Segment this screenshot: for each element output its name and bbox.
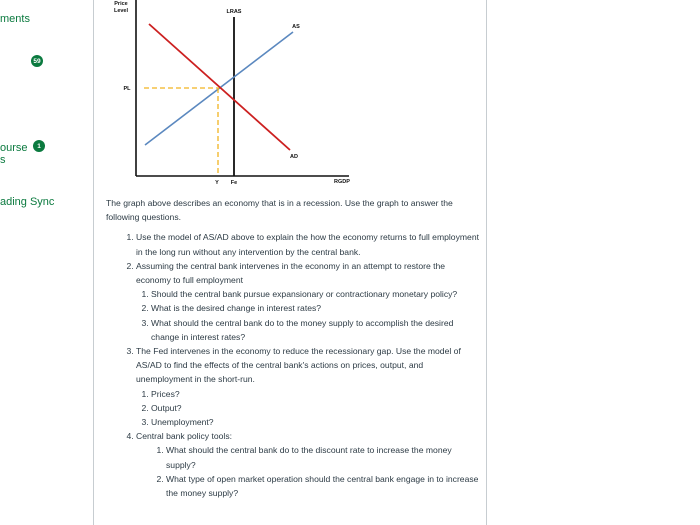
ad-curve xyxy=(149,24,290,150)
question-content xyxy=(106,196,480,500)
ad-label: AD xyxy=(290,154,298,160)
y-label: Y xyxy=(215,180,219,186)
x-axis-label: RGDP xyxy=(334,179,350,185)
nav-link-course-line1: ourse xyxy=(0,142,28,154)
nav-count-badge: 59 xyxy=(31,55,43,67)
as-ad-graph xyxy=(94,0,486,190)
question-3 xyxy=(136,344,480,429)
question-2 xyxy=(136,259,480,344)
question-3-1: 1. Prices? xyxy=(151,387,480,401)
question-2-2: 2. What is the desired change in interest rates? xyxy=(151,301,480,315)
question-2-text: Assuming the central bank intervenes in the economy in an attempt to restore the economy to full employment xyxy=(136,260,446,286)
fe-label: Fe xyxy=(230,180,238,186)
nav-link-grading-sync[interactable]: ading Sync xyxy=(0,196,55,208)
question-3-3: 3. Unemployment? xyxy=(151,415,480,429)
question-4-sublist xyxy=(136,443,480,500)
content-right-border xyxy=(486,0,487,525)
question-2-1: 1. Should the central bank pursue expansionary or contractionary monetary policy? xyxy=(151,287,480,301)
y-axis-label-line2: Level xyxy=(113,8,129,14)
question-4-2: 2. What type of open market operation should the central bank engage in to increase the money supply? xyxy=(166,472,480,500)
question-3-2: 2. Output? xyxy=(151,401,480,415)
question-4-1: 1. What should the central bank do to the discount rate to increase the money supply? xyxy=(166,443,480,471)
nav-course-badge: 1 xyxy=(33,140,45,152)
course-nav-sidebar xyxy=(0,0,93,525)
question-2-3: 3. What should the central bank do to the money supply to accomplish the desired change in interest rates? xyxy=(151,316,480,344)
nav-link-course-line2: s xyxy=(0,154,6,166)
question-2-sublist xyxy=(136,287,480,344)
question-4 xyxy=(136,429,480,500)
question-1-text: Use the model of AS/AD above to explain the how the economy returns to full employment in the long run without any intervention by the central bank. xyxy=(136,232,479,257)
lras-label: LRAS xyxy=(226,9,242,15)
nav-link-course[interactable] xyxy=(0,142,28,166)
nav-link-assignments[interactable]: ments xyxy=(0,13,30,25)
pl-label: PL xyxy=(123,86,131,92)
question-1 xyxy=(136,230,480,258)
y-axis-label-line1: Price xyxy=(114,1,128,7)
question-3-text: The Fed intervenes in the economy to reduce the recessionary gap. Use the model of AS/AD to find the effects of the central bank's actions on prices, output, and unemployment in the short-run. xyxy=(136,346,461,385)
question-list xyxy=(106,230,480,500)
question-3-sublist xyxy=(136,387,480,430)
as-label: AS xyxy=(292,24,300,30)
question-4-text: Central bank policy tools: xyxy=(136,431,233,442)
intro-text: The graph above describes an economy that is in a recession. Use the graph to answer the following questions. xyxy=(106,198,453,223)
